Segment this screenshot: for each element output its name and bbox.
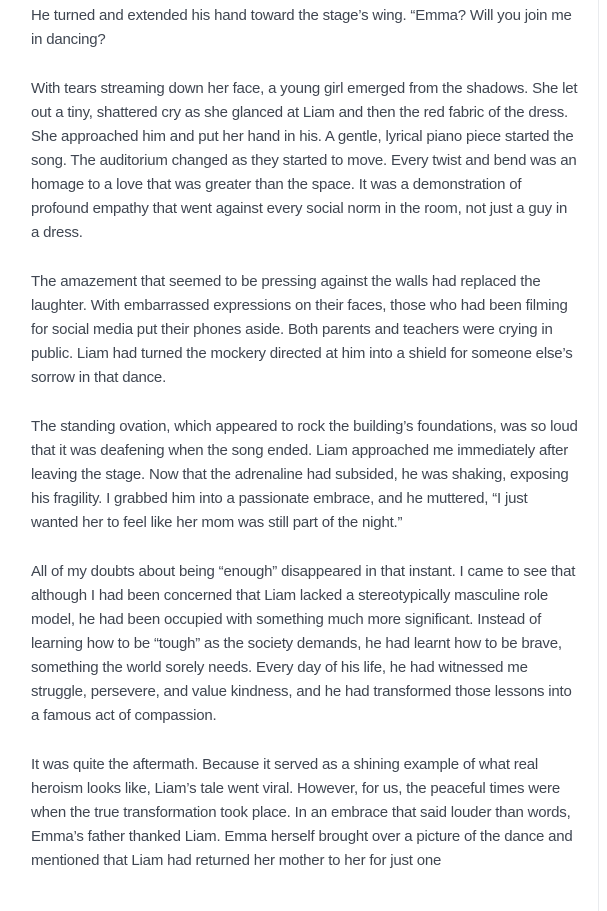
story-paragraph-5: All of my doubts about being “enough” disappeared in that instant. I came to see that although I had been concerned that Liam lacked a stereotypically masculine role model, he had been occupied with something much more significant. Instead of learning how to be “tough” as the society demands, he had learnt how to be brave, something the world sorely needs. Every day of his life, he had witnessed me struggle, persevere, and value kindness, and he had transformed those lessons into a famous act of compassion. [31,563,576,724]
story-paragraph-3: The amazement that seemed to be pressing against the walls had replaced the laughter. With embarrassed expressions on their faces, those who had been filming for social media put their phones aside. Both parents and teachers were crying in public. Liam had turned the mockery directed at him into a shield for someone else’s sorrow in that dance. [31,273,573,386]
story-paragraph-2: With tears streaming down her face, a young girl emerged from the shadows. She let out a tiny, shattered cry as she glanced at Liam and then the red fabric of the dress. She approached him and put her hand in his. A gentle, lyrical piano piece started the song. The auditorium changed as they started to move. Every twist and bend was an homage to a love that was greater than the space. It was a demonstration of profound empathy that went against every social norm in the room, not just a guy in a dress. [31,80,578,241]
story-paragraph-6: It was quite the aftermath. Because it served as a shining example of what real heroism looks like, Liam’s tale went viral. However, for us, the peaceful times were when the true transformation took place. In an embrace that said louder than words, Emma’s father thanked Liam. Emma herself brought over a picture of the dance and mentioned that Liam had returned her mother to her for just one [31,756,573,869]
story-paragraph-1: He turned and extended his hand toward the stage’s wing. “Emma? Will you join me in dancing? [31,7,572,48]
story-paragraph-4: The standing ovation, which appeared to rock the building’s foundations, was so loud that it was deafening when the song ended. Liam approached me immediately after leaving the stage. Now that the adrenaline had subsided, he was shaking, exposing his fragility. I grabbed him into a passionate embrace, and he muttered, “I just wanted her to feel like her mom was still part of the night.” [31,418,578,531]
